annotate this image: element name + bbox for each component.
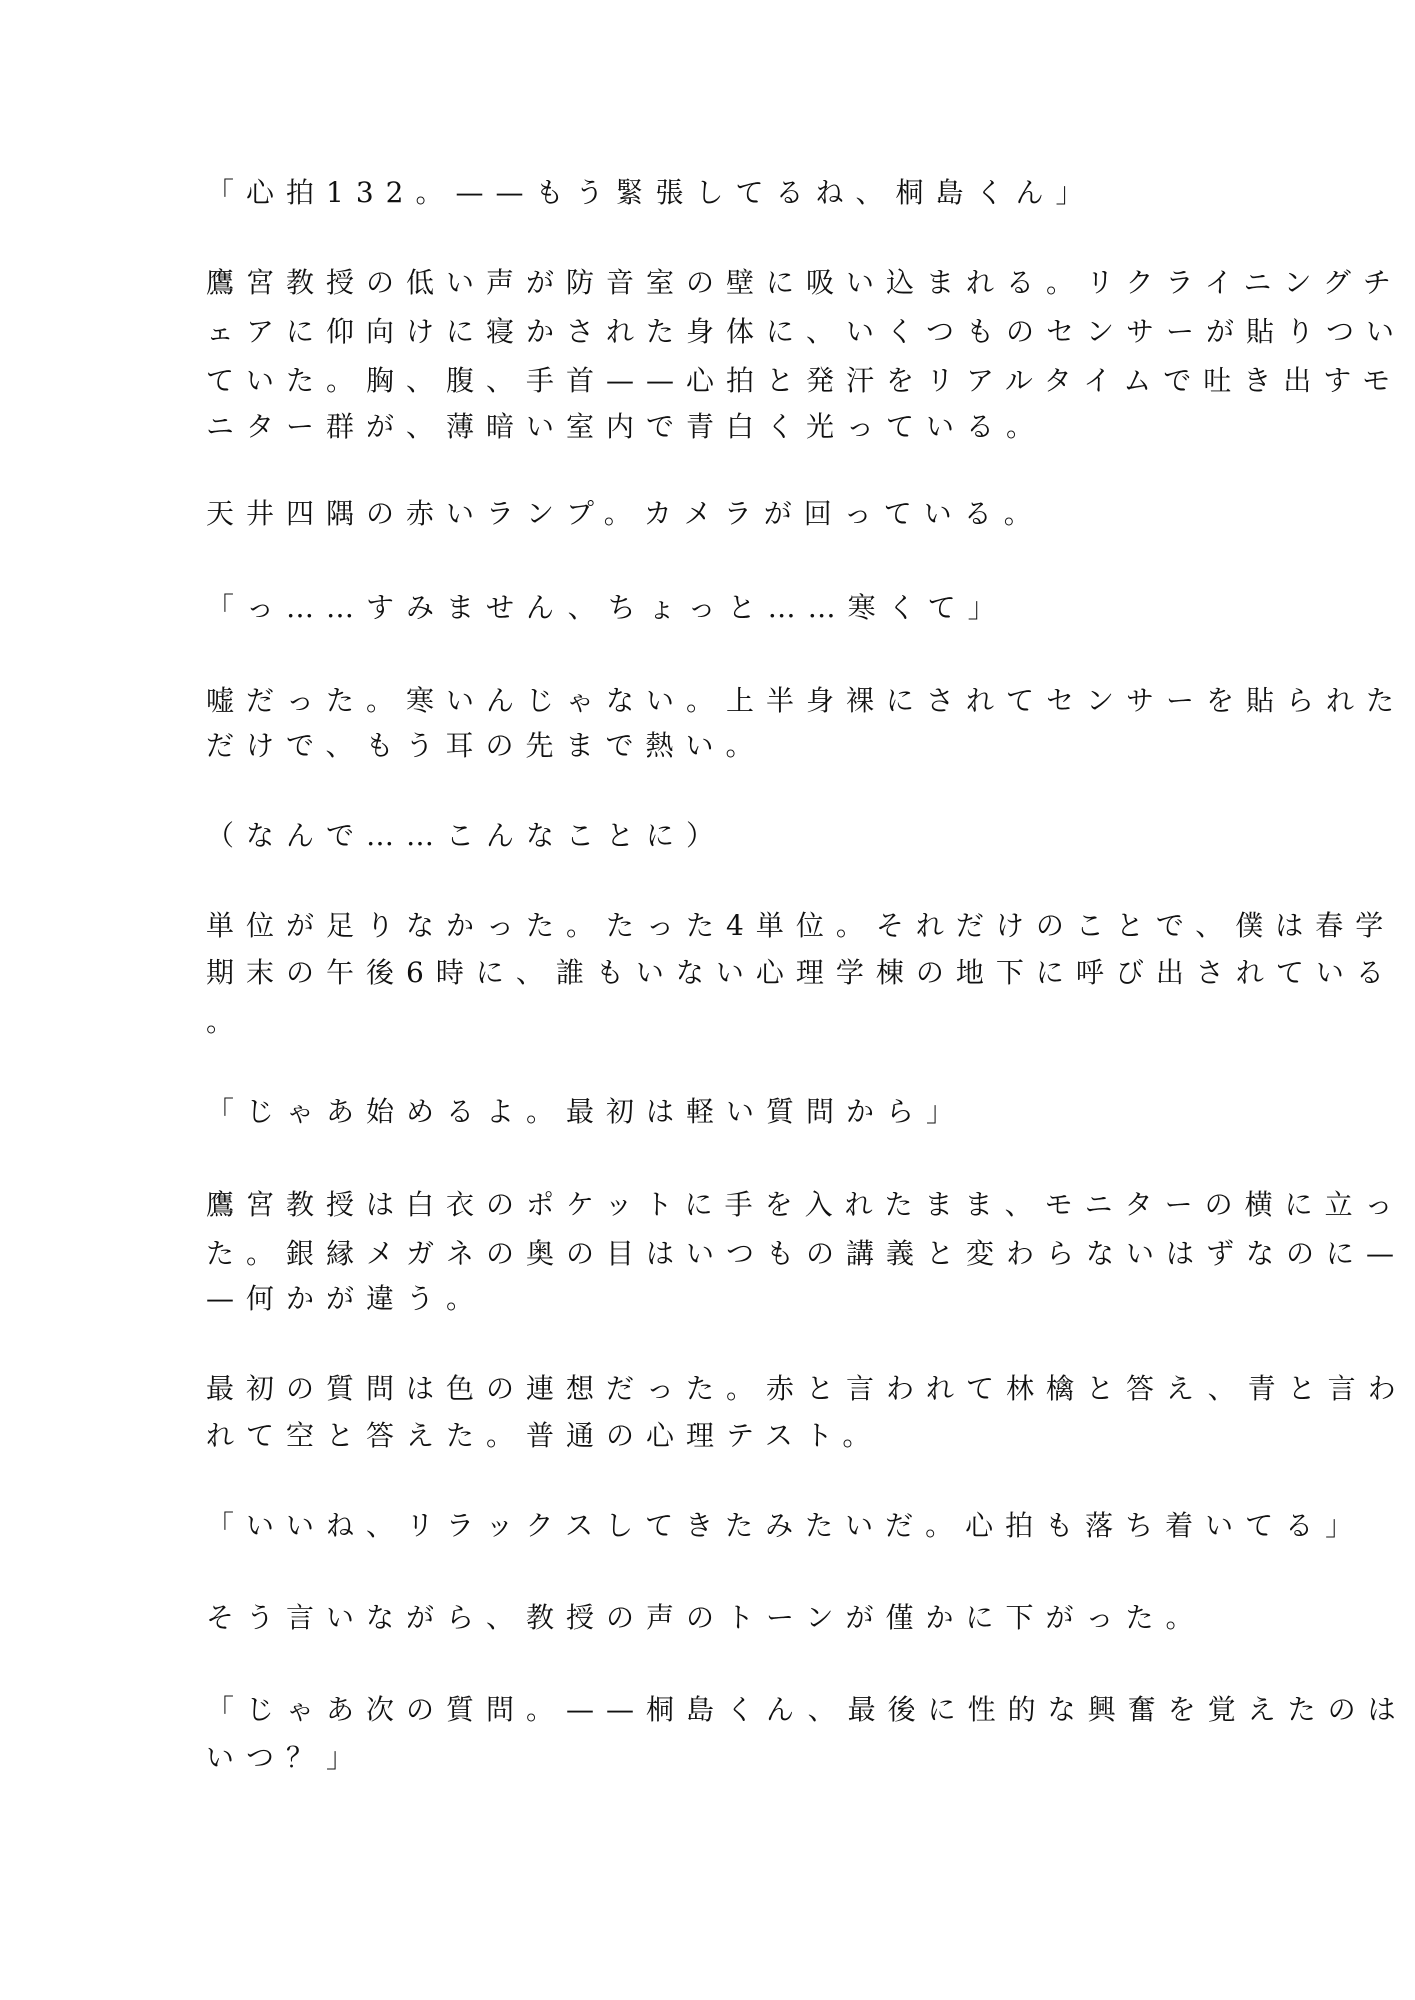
text-line: 最初の質問は色の連想だった。赤と言われて林檎と答え、青と言わ [206,1372,1408,1405]
text-line: 「っ……すみません、ちょっと……寒くて」 [206,591,1008,624]
text-line: いつ？」 [206,1741,367,1774]
text-line: 嘘だった。寒いんじゃない。上半身裸にされてセンサーを貼られた [206,684,1407,717]
text-line: 「心拍132。——もう緊張してるね、桐島くん」 [206,176,1096,209]
text-line: 「じゃあ次の質問。——桐島くん、最後に性的な興奮を覚えたのは [206,1693,1408,1726]
text-line: （なんで……こんなことに） [206,819,727,852]
text-line: 鷹宮教授は白衣のポケットに手を入れたまま、モニターの横に立っ [206,1188,1405,1221]
text-line: ていた。胸、腹、手首——心拍と発汗をリアルタイムで吐き出すモ [206,364,1403,397]
text-line: 鷹宮教授の低い声が防音室の壁に吸い込まれる。リクライニングチ [206,266,1403,299]
text-line: 「いいね、リラックスしてきたみたいだ。心拍も落ち着いてる」 [206,1509,1366,1542]
text-line: 「じゃあ始めるよ。最初は軽い質問から」 [206,1095,967,1128]
text-line: ェアに仰向けに寝かされた身体に、いくつものセンサーが貼りつい [206,315,1407,348]
text-line: れて空と答えた。普通の心理テスト。 [206,1419,883,1452]
text-line: ニター群が、薄暗い室内で青白く光っている。 [206,410,1047,443]
text-line: 天井四隅の赤いランプ。カメラが回っている。 [206,497,1044,530]
text-line: 単位が足りなかった。たった4単位。それだけのことで、僕は春学 [206,909,1396,942]
text-line: た。銀縁メガネの奥の目はいつもの講義と変わらないはずなのに— [206,1237,1407,1270]
text-line: 期末の午後6時に、誰もいない心理学棟の地下に呼び出されている [206,956,1396,989]
text-line: —何かが違う。 [206,1282,487,1315]
text-line: だけで、もう耳の先まで熱い。 [206,729,766,762]
text-line: 。 [206,1005,247,1038]
text-line: そう言いながら、教授の声のトーンが僅かに下がった。 [206,1601,1206,1634]
